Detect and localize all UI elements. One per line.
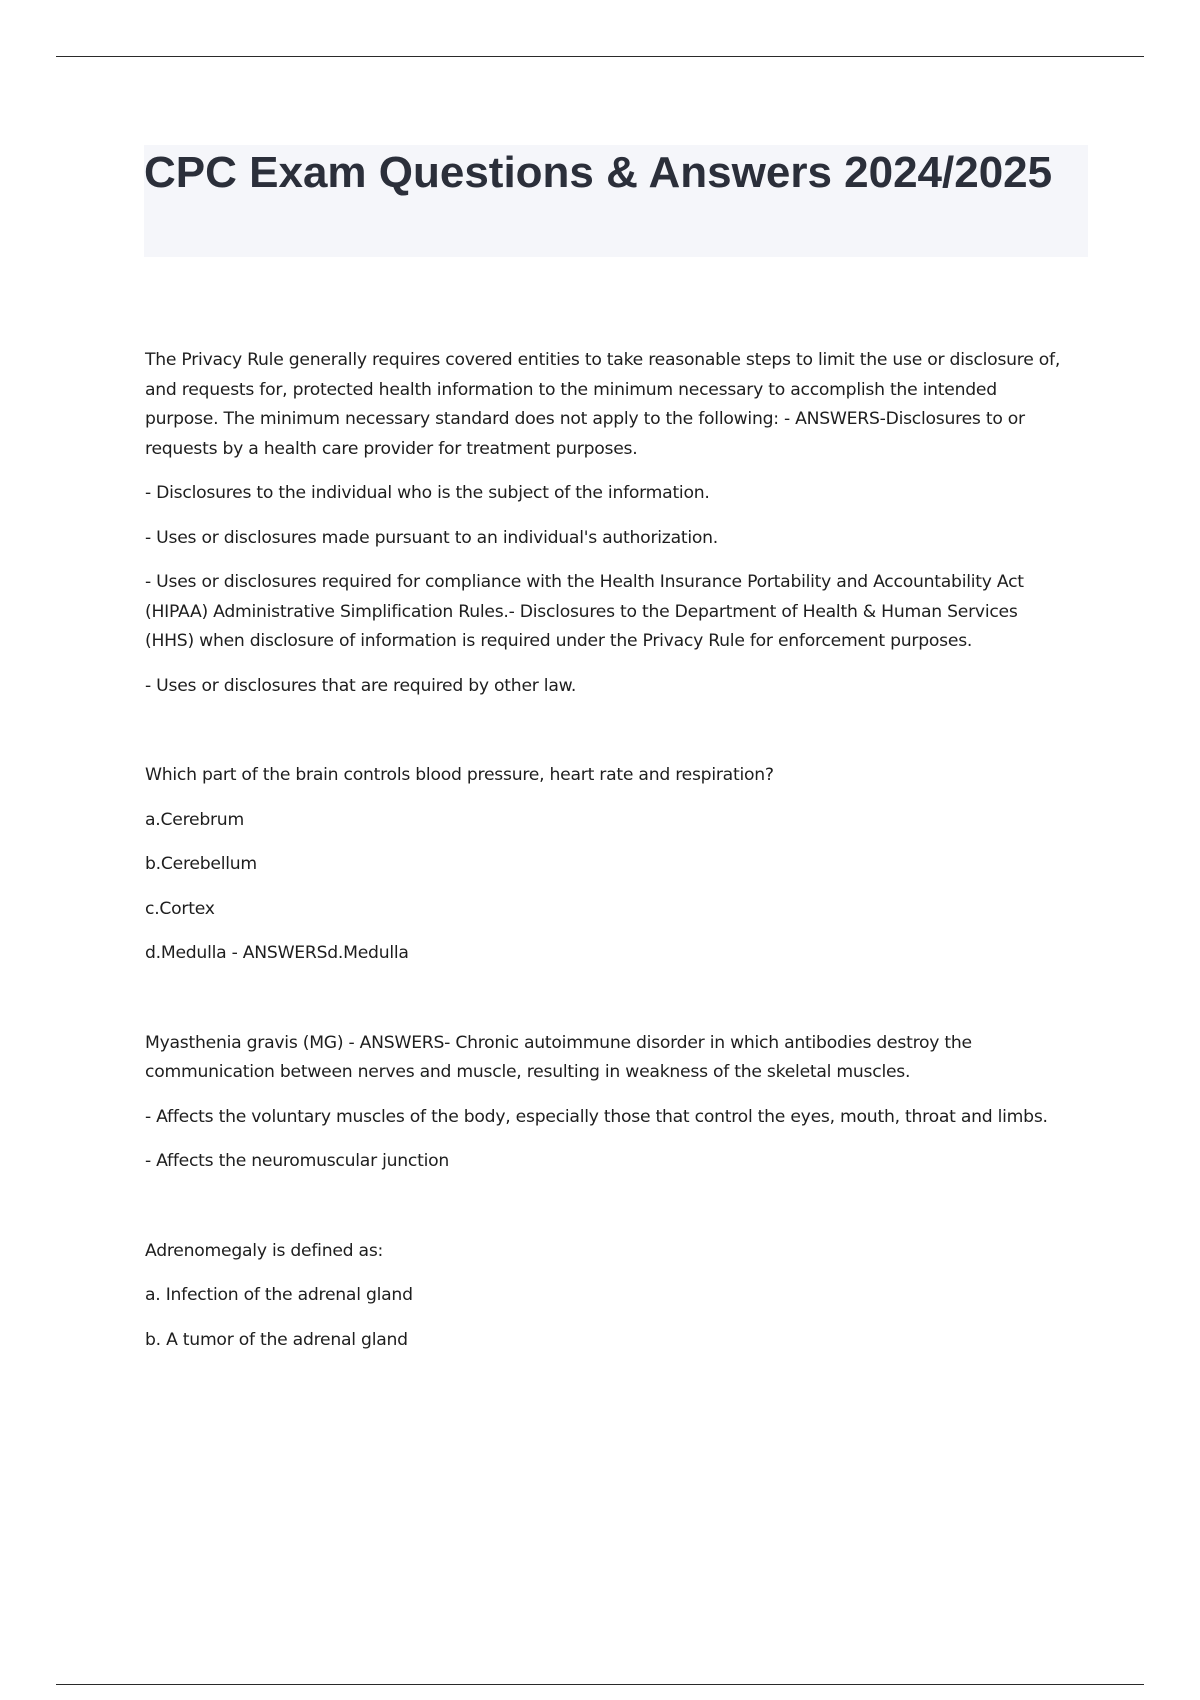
answer-item: - Affects the voluntary muscles of the body, especially those that control the eyes, mouth, throat and limbs. — [145, 1106, 1048, 1127]
top-rule — [56, 56, 1144, 57]
option-item: b. A tumor of the adrenal gland — [145, 1329, 408, 1350]
page-title: CPC Exam Questions & Answers 2024/2025 — [144, 148, 1053, 197]
answer-item: - Uses or disclosures made pursuant to an individual's authorization. — [145, 527, 718, 548]
answer-item: - Disclosures to the individual who is the subject of the information. — [145, 483, 710, 503]
answer-item: - Uses or disclosures that are required by other law. — [145, 675, 577, 696]
bottom-rule — [56, 1684, 1144, 1685]
option-item: a.Cerebrum — [145, 809, 244, 830]
answer-item: - Uses or disclosures required for compliance with the Health Insurance Portability and Accountability Act (HIPAA) Administrative Simplification Rules.- Disclosures to the Department of Health & Human Services (HHS) when disclosure of information is required under the Privacy Rule for enforcement purposes. — [145, 572, 1024, 651]
option-item: c.Cortex — [145, 898, 215, 919]
question-adrenomegaly: Adrenomegaly is defined as: — [145, 1240, 384, 1261]
question-myasthenia-gravis: Myasthenia gravis (MG) - ANSWERS- Chronic autoimmune disorder in which antibodies destroy the communication between nerves and muscle, resulting in weakness of the skeletal muscles. — [145, 1032, 972, 1082]
option-item-answer: d.Medulla - ANSWERSd.Medulla — [145, 943, 409, 963]
title-banner — [144, 145, 1088, 257]
option-item: a. Infection of the adrenal gland — [145, 1285, 413, 1305]
option-item: b.Cerebellum — [145, 854, 257, 874]
question-privacy-rule: The Privacy Rule generally requires covered entities to take reasonable steps to limit the use or disclosure of, and requests for, protected health information to the minimum necessary to accomplish the intended purpose. The minimum necessary standard does not apply to the following: - ANSWERS-Disclosures to or requests by a health care provider for treatment purposes. — [145, 350, 1061, 459]
answer-item: - Affects the neuromuscular junction — [145, 1151, 450, 1171]
question-brain: Which part of the brain controls blood pressure, heart rate and respiration? — [145, 765, 774, 785]
document-body — [145, 346, 1065, 1370]
